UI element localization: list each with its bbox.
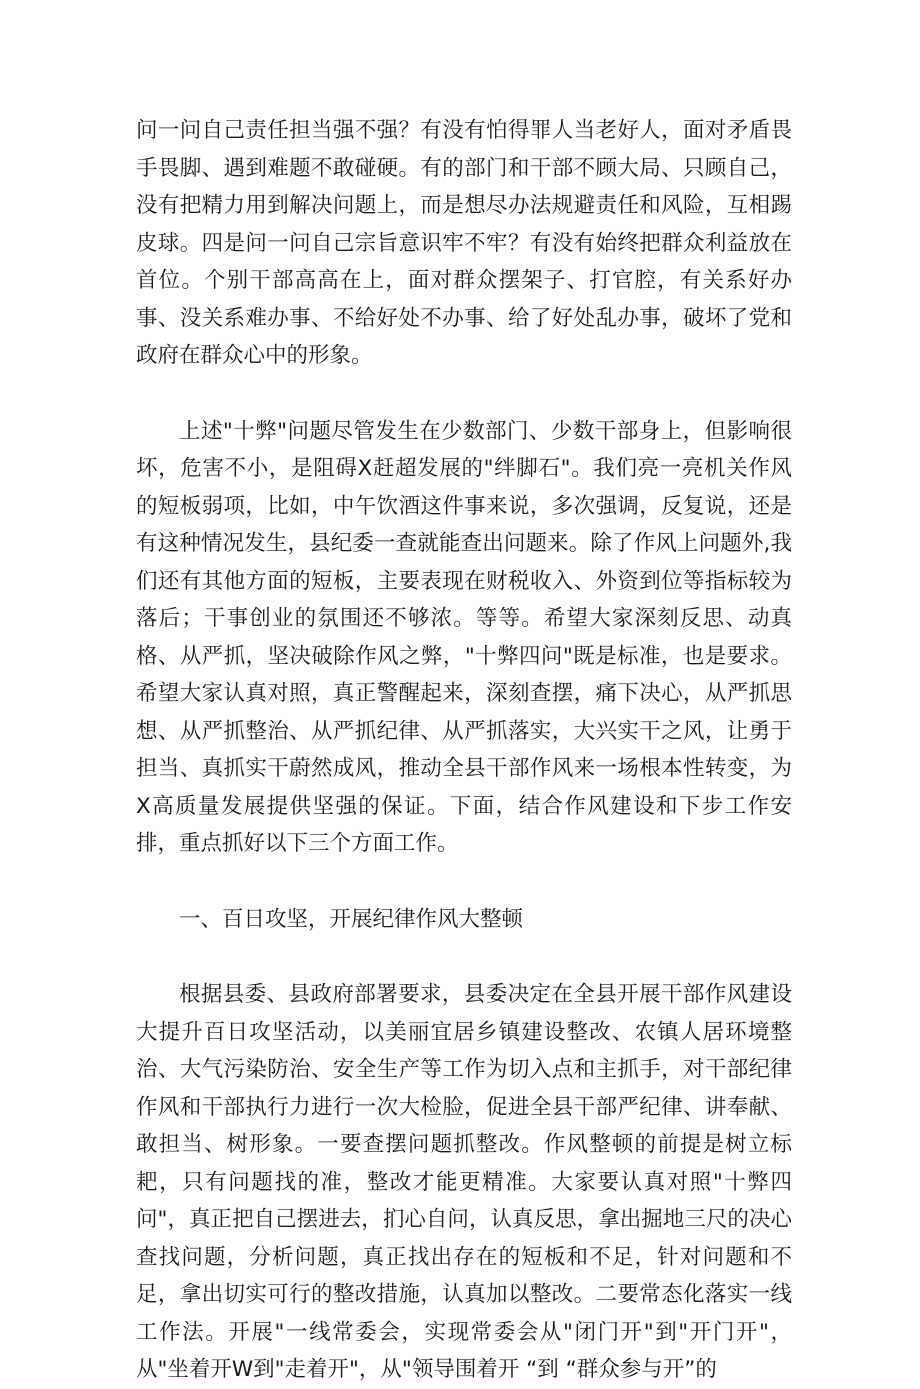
- paragraph-gap: [136, 938, 792, 976]
- document-body: [136, 112, 792, 1389]
- paragraph-continuation: 问一问自己责任担当强不强？有没有怕得罪人当老好人，面对矛盾畏手畏脚、遇到难题不敢碰硬。有的部门和干部不顾大局、只顾自己，没有把精力用到解决问题上，而是想尽办法规避责任和风险，互相踢皮球。四是问一问自己宗旨意识牢不牢？有没有始终把群众利益放在首位。个别干部高高在上，面对群众摆架子、打官腔，有关系好办事、没关系难办事、不给好处不办事、给了好处乱办事，破坏了党和政府在群众心中的形象。: [136, 118, 792, 368]
- paragraph-gap: [136, 863, 792, 901]
- paragraph-section-1-body: 根据县委、县政府部署要求，县委决定在全县开展干部作风建设大提升百日攻坚活动，以美丽宜居乡镇建设整改、农镇人居环境整治、大气污染防治、安全生产等工作为切入点和主抓手，对干部纪律作风和干部执行力进行一次大检脸，促进全县干部严纪律、讲奉献、敢担当、树形象。一要查摆问题抓整改。作风整顿的前提是树立标耙，只有问题找的准，整改才能更精准。大家要认真对照"十弊四问"，真正把自己摆进去，扪心自问，认真反思，拿出掘地三尺的决心查找问题，分析问题，真正找出存在的短板和不足，针对问题和不足，拿出切实可行的整改措施，认真加以整改。二要常态化落实一线工作法。开展"一线常委会，实现常委会从"闭门开"到"开门开"，从"坐着开W到"走着开"，从"领导围着开 “到 “群众参与开”的: [136, 982, 792, 1382]
- section-heading-1: 一、百日攻坚，开展纪律作风大整顿: [179, 906, 524, 932]
- paragraph-shibi-summary: 上述"十弊"问题尽管发生在少数部门、少数干部身上，但影响很坏，危害不小，是阻碍X赶超发展的"绊脚石"。我们亮一亮机关作风的短板弱项，比如，中午饮酒这件事来说，多次强调，反复说，还是有这种情况发生，县纪委一查就能查出问题来。除了作风上问题外,我们还有其他方面的短板，主要表现在财税收入、外资到位等指标较为落后；干事创业的氛围还不够浓。等等。希望大家深刻反思、动真格、从严抓，坚决破除作风之弊，"十弊四问"既是标准，也是要求。希望大家认真对照，真正警醒起来，深刻查摆，痛下决心，从严抓思想、从严抓整治、从严抓纪律、从严抓落实，大兴实干之风，让勇于担当、真抓实干蔚然成风，推动全县干部作风来一场根本性转变，为X高质量发展提供坚强的保证。下面，结合作风建设和下步工作安排，重点抓好以下三个方面工作。: [136, 418, 792, 856]
- paragraph-gap: [136, 375, 792, 413]
